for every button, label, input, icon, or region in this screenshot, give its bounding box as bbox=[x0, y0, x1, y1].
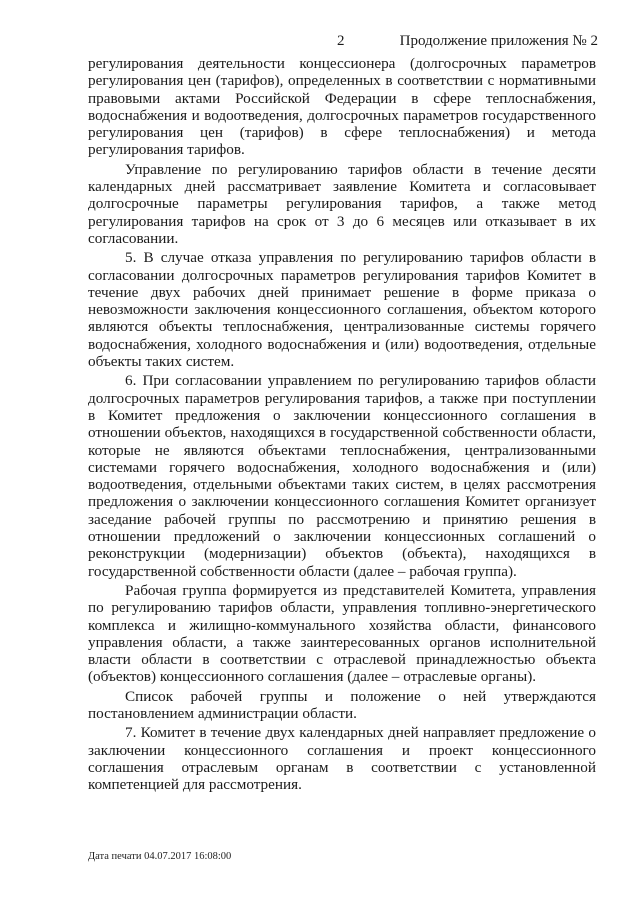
paragraph-item-7: 7. Комитет в течение двух календарных дней направляет предложение о заключении концессионного соглашения и проект концессионного соглашения отраслевым органам в соответствии с установленной компетенцией для рассмотрения. bbox=[88, 724, 596, 794]
paragraph-continuation: регулирования деятельности концессионера (долгосрочных параметров регулирования цен (тарифов), определенных в соответствии с нормативными правовыми актами Российской Федерации в сфере теплоснабжения, водоснабжения и водоотведения, долгосрочных параметров государственного регулирования цен (тарифов) в сфере теплоснабжения) и метода регулирования тарифов. bbox=[88, 55, 596, 159]
page-number: 2 bbox=[337, 33, 345, 49]
paragraph-group-list: Список рабочей группы и положение о ней утверждаются постановлением администрации области. bbox=[88, 687, 596, 722]
paragraph-working-group: Рабочая группа формируется из представителей Комитета, управления по регулированию тарифов области, управления топливно-энергетического комплекса и жилищно-коммунального хозяйства области, финансового управления области, а также заинтересованных органов исполнительной власти области в соответствии с отраслевой принадлежностью объекта (объектов) концессионного соглашения (далее – отраслевые органы). bbox=[88, 581, 596, 686]
paragraph-item-6: 6. При согласовании управлением по регулированию тарифов области долгосрочных параметров регулирования тарифов, а также при поступлении в Комитет предложения о заключении концессионного соглашения в отношении объектов, находящихся в государственной собственности области, которые не являются объектами теплоснабжения, централизованными системами горячего водоснабжения, холодного водоснабжения и (или) водоотведения, отдельными объектами таких систем, в целях рассмотрения предложения о заключении концессионного соглашения Комитет организует заседание рабочей группы по рассмотрению и принятию решения в отношении предложений о заключении концессионных соглашений о реконструкции (модернизации) объектов (объекта), находящихся в государственной собственности области (далее – рабочая группа). bbox=[88, 372, 596, 580]
paragraph-item-5: 5. В случае отказа управления по регулированию тарифов области в согласовании долгосрочных параметров регулирования тарифов Комитет в течение двух рабочих дней принимает решение в форме приказа о невозможности заключения концессионного соглашения, объектом которого являются объекты теплоснабжения, централизованные системы горячего водоснабжения, холодного водоснабжения и (или) водоотведения, отдельные объекты таких систем. bbox=[88, 249, 596, 371]
appendix-label: Продолжение приложения № 2 bbox=[399, 33, 598, 49]
page-header bbox=[0, 33, 640, 53]
paragraph-tariff-review: Управление по регулированию тарифов области в течение десяти календарных дней рассматривает заявление Комитета и согласовывает долгосрочные параметры регулирования тарифов, а также метод регулирования тарифов на срок от 3 до 6 месяцев или отказывает в их согласовании. bbox=[88, 160, 596, 247]
document-body bbox=[88, 55, 596, 793]
print-date-footer: Дата печати 04.07.2017 16:08:00 bbox=[88, 851, 232, 862]
